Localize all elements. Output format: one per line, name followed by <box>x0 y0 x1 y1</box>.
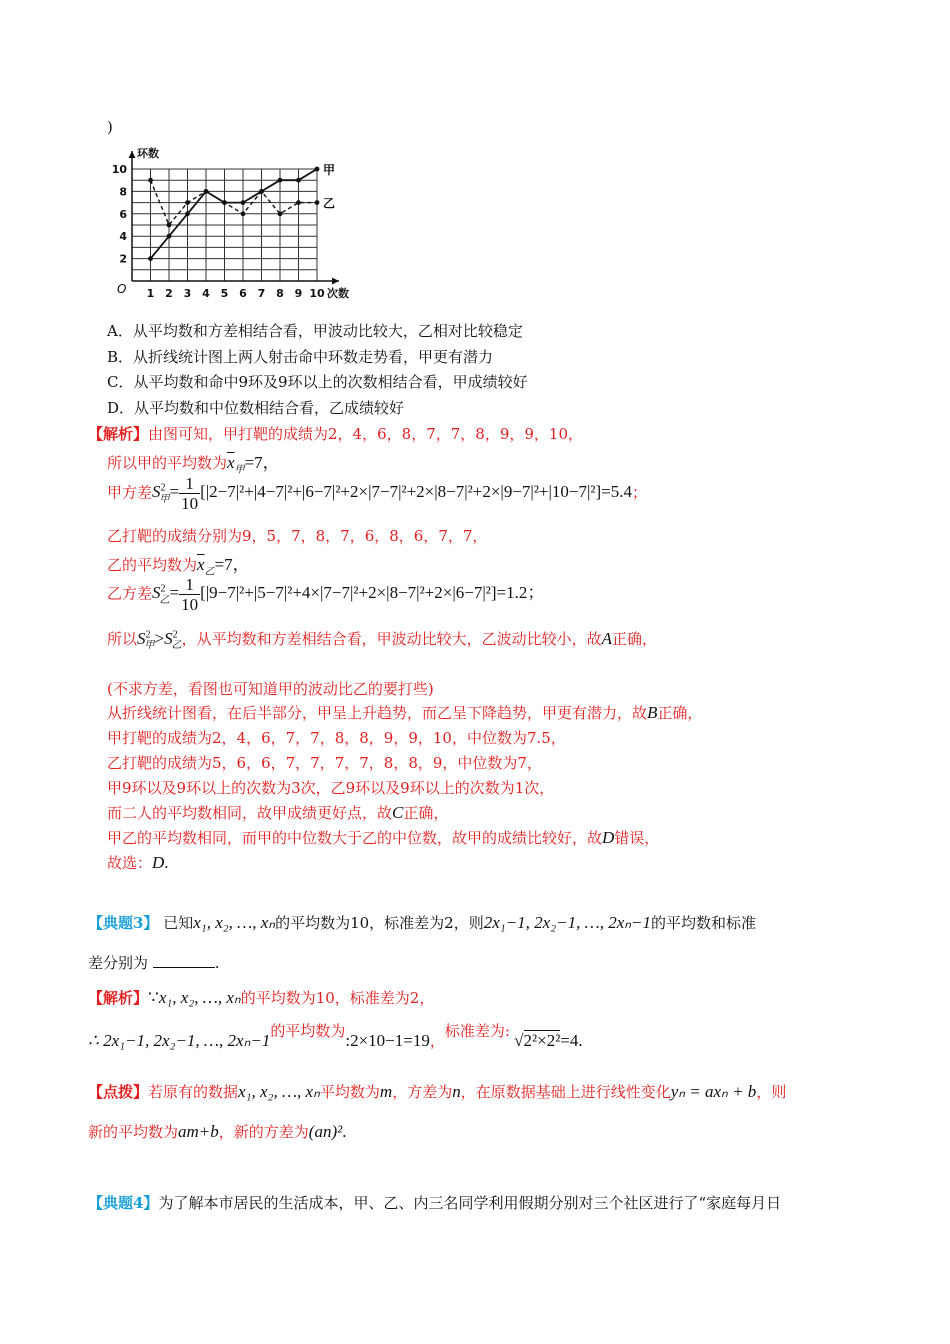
chart-axes <box>129 151 340 285</box>
x-tick-label: 9 <box>294 287 303 300</box>
option-c: C．从平均数和命中9环及9环以上的次数相结合看，甲成绩较好 <box>107 373 528 391</box>
y-tick-label: 10 <box>111 163 127 176</box>
analysis-line-5: 乙的平均数为$\overline{x}_乙=7$， <box>107 555 250 578</box>
data-point <box>259 189 264 194</box>
analysis-line-7: 所以$S^2_甲>S^2_乙$，从平均数和方差相结合看，甲波动比较大，乙波动比较小，故A正确， <box>107 629 658 652</box>
data-point <box>241 211 246 216</box>
x-tick-label: 8 <box>276 287 284 300</box>
data-point <box>296 178 301 183</box>
top-paren: ) <box>107 118 113 136</box>
data-point <box>278 211 283 216</box>
x-tick-label: 4 <box>202 287 210 300</box>
chart-grid <box>132 169 317 281</box>
analysis-line-1: 【解析】由图可知，甲打靶的成绩为2，4，6，8，7，7，8，9，9，10， <box>88 425 583 443</box>
data-point <box>315 167 320 172</box>
origin-label: O <box>117 282 127 296</box>
data-point <box>278 178 283 183</box>
y-tick-label: 6 <box>119 207 127 221</box>
data-point <box>185 200 190 205</box>
analysis-line-13: 而二人的平均数相同，故甲成绩更好点，故C正确， <box>107 803 449 822</box>
analysis-line-14: 甲乙的平均数相同，而甲的中位数大于乙的中位数，故甲的成绩比较好，故D错误， <box>107 828 660 847</box>
ex3-tip-line-1: 【点拨】若原有的数据x₁, x₂, …, xₙ平均数为m，方差为n，在原数据基础上进行线性变化yₙ = axₙ + b，则 <box>88 1082 787 1101</box>
ex3-solution-line-2: ∴ 2x₁−1, 2x₂−1, …, 2xₙ−1的平均数为:2×10−1=19，标准差为: √2²×2²=4. <box>88 1022 583 1050</box>
y-axis-label: 环数 <box>137 147 159 160</box>
x-tick-label: 10 <box>309 287 325 300</box>
ex3-tip-line-2: 新的平均数为am+b，新的方差为(an)². <box>88 1122 347 1141</box>
y-tick-label: 4 <box>119 230 127 244</box>
ex3-question-line-1: 【典题3】 已知x₁, x₂, …, xₙ的平均数为10，标准差为2，则2x₁−1, 2x₂−1, …, 2xₙ−1的平均数和标准 <box>88 913 757 932</box>
x-tick-label: 2 <box>165 287 173 300</box>
analysis-line-10: 甲打靶的成绩为2，4，6，7，7，8，8，9，9，10，中位数为7.5， <box>107 729 566 747</box>
option-a: A．从平均数和方差相结合看，甲波动比较大，乙相对比较稳定 <box>107 322 523 340</box>
data-point <box>296 200 301 205</box>
series-label: 甲 <box>323 163 336 177</box>
y-tick-label: 8 <box>119 185 127 199</box>
x-tick-label: 3 <box>183 287 192 300</box>
ex3-solution-line-1: 【解析】∵x₁, x₂, …, xₙ的平均数为10，标准差为2， <box>88 988 435 1007</box>
analysis-line-2: 所以甲的平均数为$\overline{x}_甲=7$， <box>107 453 280 476</box>
x-axis-label: 次数 <box>327 287 349 300</box>
data-point <box>167 223 172 228</box>
y-tick-label: 2 <box>119 252 127 266</box>
analysis-line-9: 从折线统计图看，在后半部分，甲呈上升趋势，而乙呈下降趋势，甲更有潜力，故B正确， <box>107 703 703 722</box>
analysis-line-12: 甲9环以及9环以上的次数为3次，乙9环以及9环以上的次数为1次， <box>107 779 555 797</box>
line-chart <box>108 143 368 303</box>
x-tick-label: 1 <box>146 287 155 300</box>
option-b: B．从折线统计图上两人射击命中环数走势看，甲更有潜力 <box>107 348 494 366</box>
x-tick-label: 5 <box>220 287 229 300</box>
answer-blank <box>153 953 215 968</box>
analysis-line-8: (不求方差，看图也可知道甲的波动比乙的要打些) <box>107 680 434 698</box>
analysis-line-15: 故选：D. <box>107 853 169 872</box>
analysis-line-6: 乙方差$S^2_乙=$ $\frac{1}{10}$ [|9−7|²+|5−7|²+4×|7−7|²+2×|8−7|²+2×|6−7|²]=1.2； <box>107 575 545 614</box>
x-tick-label: 7 <box>257 287 266 300</box>
analysis-line-4: 乙打靶的成绩分别为9，5，7，8，7，6，8，6，7，7， <box>107 527 488 545</box>
data-point <box>185 211 190 216</box>
ex3-question-line-2: 差分别为 . <box>88 954 220 972</box>
series-label: 乙 <box>323 196 336 211</box>
x-tick-label: 6 <box>239 287 247 300</box>
option-d: D．从平均数和中位数相结合看，乙成绩较好 <box>107 399 405 417</box>
data-point <box>204 189 209 194</box>
x-axis-arrow <box>332 278 339 285</box>
data-point <box>148 178 153 183</box>
data-point <box>167 234 172 239</box>
ex4-question-line-1: 【典题4】为了解本市居民的生活成本，甲、乙、内三名同学利用假期分别对三个社区进行了“家庭每月日 <box>88 1194 782 1212</box>
analysis-line-11: 乙打靶的成绩为5，6，6，7，7，7，7，8，8，9，中位数为7， <box>107 754 542 772</box>
y-axis-arrow <box>129 151 136 158</box>
data-point <box>241 200 246 205</box>
data-point <box>315 200 320 205</box>
data-point <box>222 200 227 205</box>
data-point <box>148 256 153 261</box>
analysis-line-3: 甲方差$S^2_甲=$ $\frac{1}{10}$ [|2−7|²+|4−7|²+|6−7|²+2×|7−7|²+2×|8−7|²+2×|9−7|²+|10−7|²]=5.4； <box>107 474 648 513</box>
